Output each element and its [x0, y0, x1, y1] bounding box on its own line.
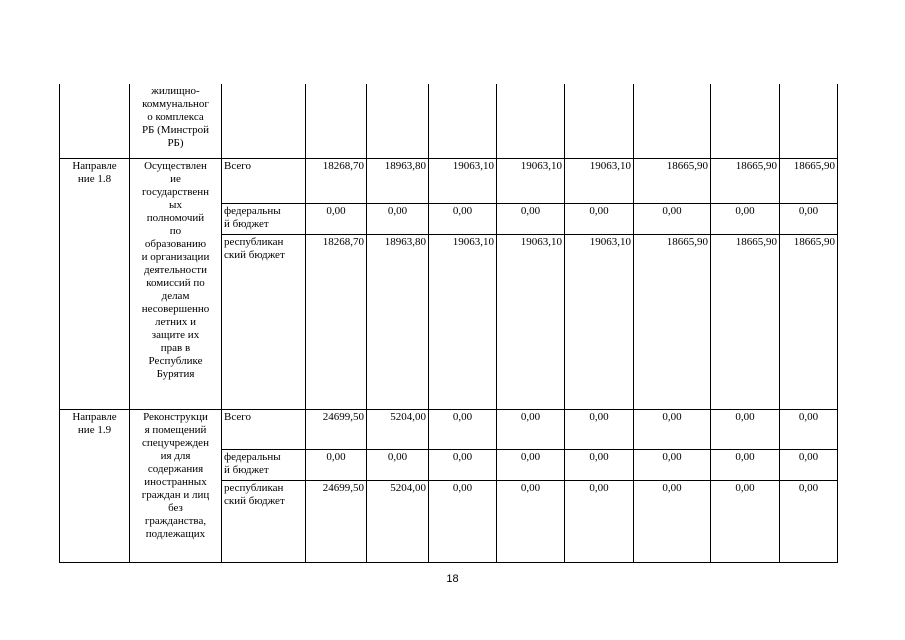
funding-source-cell-line: федеральны: [224, 450, 281, 463]
activity-cell-line: прав в: [160, 341, 191, 354]
value-cell: 0,00: [306, 203, 367, 234]
funding-source-cell-line: республикан: [224, 235, 284, 248]
value-cell: 0,00: [429, 409, 497, 449]
responsible-org-cell-line: о комплекса: [147, 111, 204, 123]
value-cell: 0,00: [711, 480, 780, 562]
activity-cell: [130, 158, 222, 409]
value-cell: 18665,90: [634, 234, 711, 409]
value-cell: 18963,80: [367, 234, 429, 409]
empty-cell: [429, 84, 497, 158]
empty-cell: [60, 84, 130, 158]
activity-cell-line: я помещений: [144, 423, 207, 436]
value-cell: 18268,70: [306, 234, 367, 409]
funding-source-cell: [222, 158, 306, 203]
responsible-org-cell-line: РБ (Минстрой: [141, 124, 210, 136]
funding-source-cell-line: ский бюджет: [224, 248, 285, 261]
activity-cell-line: содержания: [147, 462, 204, 475]
direction-cell-line: Направле: [72, 159, 117, 172]
value-cell: 0,00: [780, 449, 838, 480]
value-cell: 0,00: [565, 409, 634, 449]
value-cell: 19063,10: [565, 234, 634, 409]
funding-source-cell: [222, 203, 306, 234]
value-cell: 0,00: [497, 409, 565, 449]
value-cell: 0,00: [565, 203, 634, 234]
empty-cell: [222, 84, 306, 158]
activity-cell: [130, 409, 222, 562]
activity-cell-line: государственн: [141, 185, 209, 198]
value-cell: 24699,50: [306, 409, 367, 449]
activity-cell-line: полномочий: [146, 211, 205, 224]
activity-cell-line: ых: [169, 198, 182, 211]
activity-cell-line: и организации: [141, 250, 210, 263]
value-cell: 0,00: [565, 449, 634, 480]
empty-cell: [306, 84, 367, 158]
value-cell: 0,00: [367, 203, 429, 234]
responsible-org-cell-line: жилищно-: [151, 85, 200, 97]
activity-cell-line: по: [169, 224, 182, 237]
activity-cell-line: иностранных: [144, 475, 207, 488]
activity-cell-line: Республике: [148, 354, 203, 367]
activity-cell-line: Реконструкци: [143, 410, 208, 423]
value-cell: 0,00: [306, 449, 367, 480]
funding-source-cell-line: республикан: [224, 481, 284, 494]
value-cell: 24699,50: [306, 480, 367, 562]
empty-cell: [565, 84, 634, 158]
value-cell: 18963,80: [367, 158, 429, 203]
page-number: 18: [446, 573, 459, 585]
activity-cell-line: комиссий по: [146, 276, 205, 289]
activity-cell-line: подлежащих: [145, 527, 206, 540]
value-cell: 19063,10: [497, 158, 565, 203]
funding-source-cell-line: й бюджет: [224, 217, 269, 230]
value-cell: 5204,00: [367, 480, 429, 562]
direction-cell: [60, 409, 130, 562]
value-cell: 0,00: [367, 449, 429, 480]
funding-source-cell: [222, 234, 306, 409]
activity-cell-line: делам: [161, 289, 190, 302]
value-cell: 18665,90: [780, 234, 838, 409]
value-cell: 0,00: [711, 449, 780, 480]
value-cell: 0,00: [634, 409, 711, 449]
activity-cell-line: несовершенно: [141, 302, 210, 315]
value-cell: 18665,90: [634, 158, 711, 203]
activity-cell-line: образованию: [144, 237, 207, 250]
table-row-continued: [60, 84, 838, 158]
direction-cell: [60, 158, 130, 409]
empty-cell: [367, 84, 429, 158]
direction-cell-line: ние 1.9: [77, 423, 112, 436]
responsible-org-cell-line: коммунальног: [142, 98, 209, 110]
value-cell: 0,00: [780, 480, 838, 562]
value-cell: 0,00: [497, 203, 565, 234]
funding-source-cell-line: Всего: [224, 159, 251, 172]
value-cell: 0,00: [780, 203, 838, 234]
activity-cell-line: граждан и лиц: [141, 488, 210, 501]
empty-cell: [711, 84, 780, 158]
value-cell: 19063,10: [429, 158, 497, 203]
table-row: [60, 158, 838, 203]
empty-cell: [497, 84, 565, 158]
activity-cell-line: гражданства,: [144, 514, 207, 527]
value-cell: 0,00: [634, 203, 711, 234]
funding-source-cell-line: Всего: [224, 410, 251, 423]
table-row: [60, 409, 838, 449]
value-cell: 18268,70: [306, 158, 367, 203]
value-cell: 0,00: [429, 480, 497, 562]
funding-source-cell-line: федеральны: [224, 204, 281, 217]
value-cell: 0,00: [497, 480, 565, 562]
value-cell: 18665,90: [711, 234, 780, 409]
empty-cell: [780, 84, 838, 158]
value-cell: 0,00: [711, 409, 780, 449]
activity-cell-line: ие: [170, 172, 181, 185]
value-cell: 19063,10: [429, 234, 497, 409]
activity-cell-line: летних и: [154, 315, 197, 328]
activity-cell-line: защите их: [151, 328, 200, 341]
funding-source-cell-line: ский бюджет: [224, 494, 285, 507]
funding-source-cell: [222, 480, 306, 562]
value-cell: 19063,10: [497, 234, 565, 409]
value-cell: 18665,90: [780, 158, 838, 203]
value-cell: 19063,10: [565, 158, 634, 203]
value-cell: 0,00: [565, 480, 634, 562]
funding-source-cell: [222, 449, 306, 480]
funding-source-cell-line: й бюджет: [224, 463, 269, 476]
value-cell: 0,00: [634, 480, 711, 562]
responsible-org-cell: [130, 84, 222, 158]
budget-table: [59, 84, 838, 563]
value-cell: 0,00: [711, 203, 780, 234]
value-cell: 0,00: [429, 203, 497, 234]
value-cell: 0,00: [429, 449, 497, 480]
activity-cell-line: без: [168, 501, 183, 514]
direction-cell-line: Направле: [72, 410, 117, 423]
value-cell: 0,00: [780, 409, 838, 449]
direction-cell-line: ние 1.8: [77, 172, 112, 185]
activity-cell-line: деятельности: [144, 263, 207, 276]
responsible-org-cell-line: РБ): [167, 137, 184, 149]
activity-cell-line: Осуществлен: [144, 159, 207, 172]
activity-cell-line: ия для: [160, 449, 191, 462]
empty-cell: [634, 84, 711, 158]
value-cell: 0,00: [497, 449, 565, 480]
value-cell: 0,00: [634, 449, 711, 480]
activity-cell-line: Бурятия: [156, 367, 195, 380]
funding-source-cell: [222, 409, 306, 449]
value-cell: 18665,90: [711, 158, 780, 203]
value-cell: 5204,00: [367, 409, 429, 449]
activity-cell-line: спецучрежден: [142, 436, 209, 449]
